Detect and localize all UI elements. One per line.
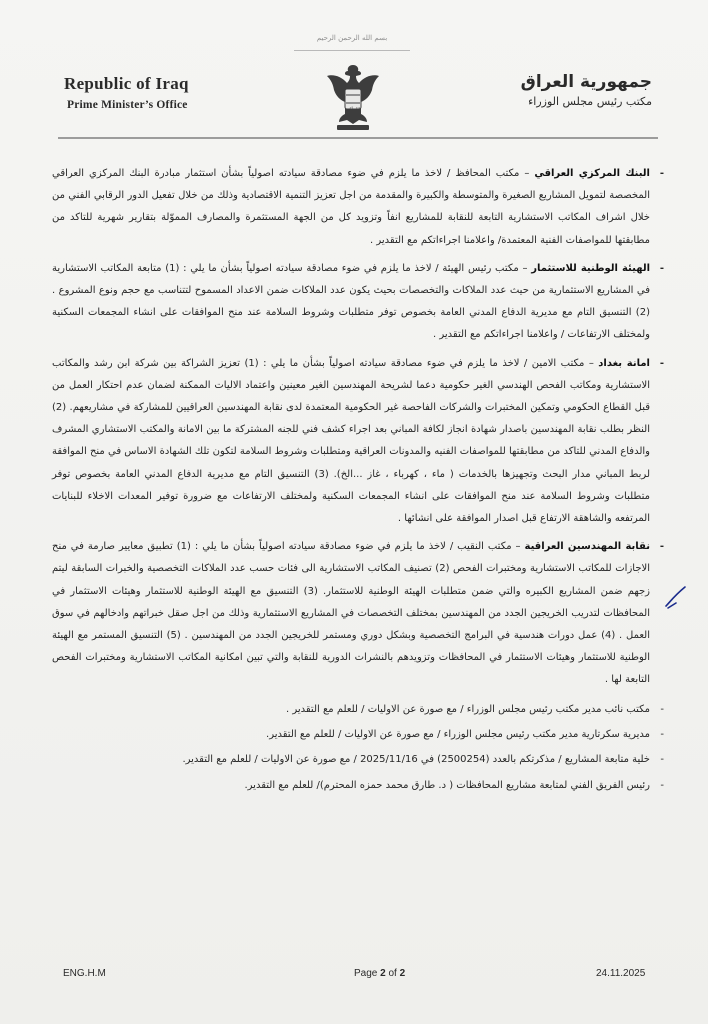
english-office-name: Prime Minister’s Office (67, 99, 188, 111)
coat-of-arms-eagle-icon (325, 62, 381, 132)
entity-name: امانة بغداد (598, 357, 650, 369)
letter-body (52, 163, 664, 799)
handwritten-check-mark (664, 584, 688, 610)
paragraph-text: – مكتب النقيب / لاخذ ما يلزم في ضوء مصادقة سيادته اصولياً بشأن ما يلي : (1) تطبيق معايير صارمة في منح الاجازات للمكاتب الاستشارية ومختبرات الفحص (2) تصنيف المكاتب الاستشارية الى فئات حسب عدد الملاكات التخصصية والخبرات السابقة ليتم زجهم ضمن المشاريع الكبيره والتي ضمن متطلبات الهيئة الوطنية للاستثمار. (3) التنسيق مع الهيئة الوطنية للاستثمار وهيئات الاستثمار في المحافظات لتدريب الخريجين الجدد من المهندسين بمختلف التخصصات في المشاريع الاستثمارية وذلك من اجل صقل خبراتهم وادخالهم في سوق العمل . (4) عمل دورات هندسية في البرامج التخصصية وبشكل دوري ومستمر للخريجين الجدد من المهندسين . (5) التنسيق المستمر مع الهيئة الوطنية للاستثمار وهيئات الاستثمار في المحافظات وتزويدهم بالنشرات الدورية للنقابة والتي تبين امكانية المكاتب الاستشارية ومختبرات الفحص التابعة لها . (52, 541, 650, 686)
arabic-letterhead (452, 72, 652, 108)
arabic-country-name: جمهورية العراق (520, 72, 652, 92)
arabic-office-name: مكتب رئيس مجلس الوزراء (528, 95, 652, 108)
cc-list-item: - رئيس الفريق الفني لمتابعة مشاريع المحافظات ( د. طارق محمد حمزه المحترم)/ للعلم مع التقدير. (52, 774, 664, 798)
page-number: Page 2 of 2 (354, 968, 406, 979)
paragraph-engineers-syndicate (52, 536, 664, 691)
paragraph-text: – مكتب رئيس الهيئة / لاخذ ما يلزم في ضوء مصادقة سيادته اصولياً بشأن ما يلي : (1) متابعة المكاتب الاستشارية في المشاريع الاستثمارية من حيث عدد الملاكات والتخصصات بحيث يكون عدد الملاكات ضمن الاعداد المسموح لتتناسب مع حجم ونوع المشروع . (2) التنسيق التام مع مديرية الدفاع المدني العامة بخصوص توفر متطلبات وشروط السلامة عند منح الموافقات على انشاء المجمعات السكنية ولمختلف الارتفاعات / واعلامنا اجراءاتكم مع التقدير . (52, 262, 650, 341)
entity-name: الهيئة الوطنية للاستثمار (531, 262, 650, 274)
english-letterhead (64, 74, 264, 111)
page-footer (0, 968, 708, 982)
paragraph-investment-commission (52, 258, 664, 347)
english-country-name: Republic of Iraq (64, 74, 189, 93)
header-divider (58, 137, 658, 139)
basmala-calligraphy: بسم الله الرحمن الرحيم (294, 34, 410, 51)
cc-list-item: - مديرية سكرتارية مدير مكتب رئيس مجلس الوزراء / مع صورة عن الاوليات / للعلم مع التقدير. (52, 723, 664, 747)
paragraph-central-bank (52, 163, 664, 252)
entity-name: نقابة المهندسين العراقية (524, 541, 650, 553)
emblem-motto: الله أكبر (346, 106, 360, 111)
cc-list-item: - مكتب نائب مدير مكتب رئيس مجلس الوزراء / مع صورة عن الاوليات / للعلم مع التقدير . (52, 698, 664, 722)
paragraph-text: – مكتب الامين / لاخذ ما يلزم في ضوء مصادقة سيادته اصولياً بشأن ما يلي : (1) تعزيز الشراكة بين شركة ابن رشد والمكاتب الاستشارية ومكاتب الفحص الهندسي الغير حكومية دعما لشريحة المهندسين الغير معينين واعتماد الاليات الممكنة لضمان عدم احتكار العمل من قبل القطاع الحكومي وتمكين المختبرات والشركات الفاحصة غير الحكومية المعتمدة لدى نقابة المهندسين العراقيين للمشاركة في مشاريعهم. (2) النظر بطلب نقابة المهندسين باصدار شهادة انجاز لكافة المباني بعد اجراء كشف فني للجنه المشتركة ما بين الامانة والمكتب الاستشاري المشرف والدفاع المدني للتاكد من مطابقتها للمواصفات الفنيه والمدونات العراقية ومتطلبات وشروط السلامة لتكون تلك الشهادة الاساس في منح الموافقة لربط المباني مدار البحث وتجهيزها بالخدمات ( ماء ، كهرباء ، غاز ...الخ). (3) التنسيق التام مع مديرية الدفاع المدني العامة بخصوص توفر متطلبات وشروط السلامة عند منح الموافقات على انشاء المجمعات السكنية ولمختلف الارتفاعات مع ضرورة توفير المعدات الاخلاء للبنايات المرتفعه والشاهقة الارتفاع قبل اصدار الموافقة على انشائها . (52, 357, 650, 525)
footer-author: ENG.H.M (63, 968, 106, 979)
cc-list-item: - خلية متابعة المشاريع / مذكرتكم بالعدد (2500254) في 2025/11/16 / مع صورة عن الاوليات / للعلم مع التقدير. (52, 748, 664, 772)
paragraph-text: – مكتب المحافظ / لاخذ ما يلزم في ضوء مصادقة سيادته اصولياً بشأن استثمار مبادرة البنك المركزي العراقي المخصصة لتمويل المشاريع الصغيرة والمتوسطة والكبيرة والمقدمة من اجل تعزيز التنمية الاقتصادية وذلك من خلال تفعيل الدور الرقابي الفني من خلال اشراف المكاتب الاستشارية التابعة للنقابة للمشاريع انفاً وتزويد كل من الجهة المستثمرة والمصارف المموّلة بتقارير شهرية للتاكد من مطابقتها للمواصفات الفنية المعتمدة/ واعلامنا اجراءاتكم مع التقدير . (52, 168, 650, 246)
entity-name: البنك المركزي العراقي (534, 168, 650, 179)
footer-date: 24.11.2025 (596, 968, 646, 979)
paragraph-baghdad-municipality (52, 353, 664, 531)
